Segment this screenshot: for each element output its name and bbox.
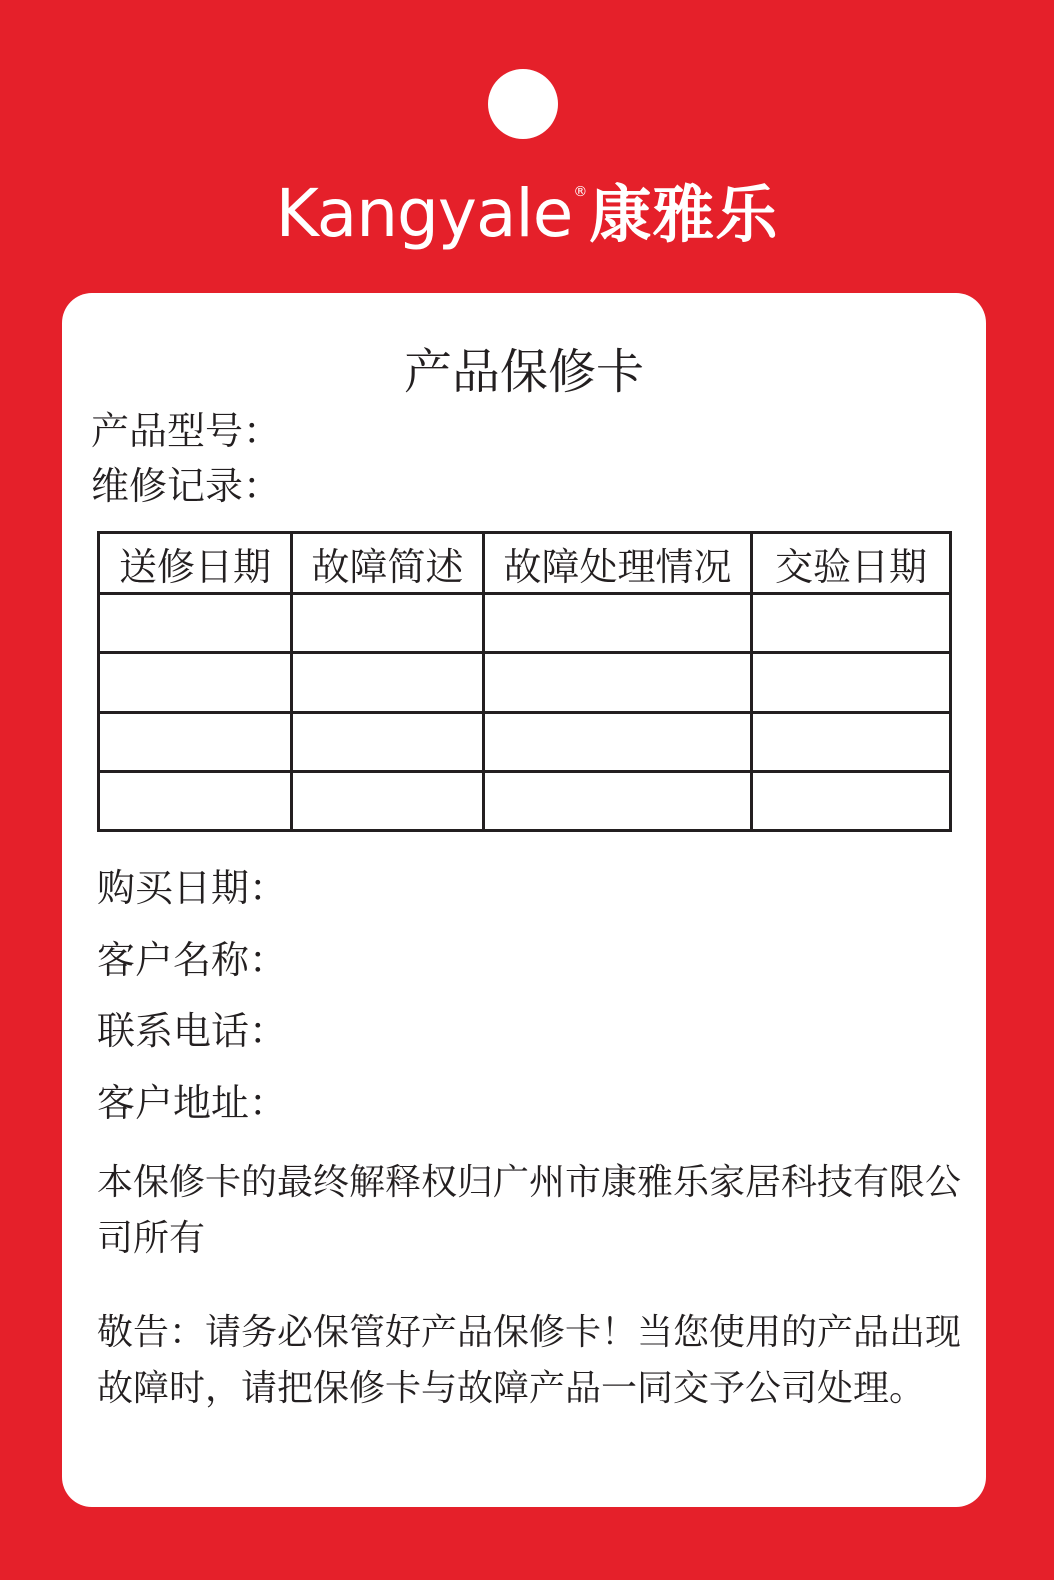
table-cell [484, 594, 752, 653]
warranty-card [62, 293, 986, 1507]
table-cell [99, 594, 292, 653]
disclaimer-text: 本保修卡的最终解释权归广州市康雅乐家居科技有限公司所有 [97, 1162, 962, 1259]
hang-hole [488, 69, 558, 139]
table-cell [292, 594, 484, 653]
table-header-row [99, 533, 951, 594]
table-cell [752, 594, 951, 653]
purchase-date-label: 购买日期： [97, 866, 288, 910]
logo-latin-text: Kangyale [275, 175, 573, 252]
table-cell [752, 771, 951, 830]
customer-name-label: 客户名称： [97, 938, 288, 982]
table-cell [484, 653, 752, 712]
header-inspection-date: 交验日期 [752, 533, 951, 594]
table-cell [484, 771, 752, 830]
table-cell [752, 712, 951, 771]
table-cell [292, 653, 484, 712]
logo-chinese-text: 康雅乐 [589, 178, 779, 251]
address-label: 客户地址： [97, 1081, 288, 1125]
table-cell [99, 712, 292, 771]
card-title: 产品保修卡 [403, 344, 644, 400]
registered-mark: ® [573, 184, 588, 200]
header-send-date: 送修日期 [99, 533, 292, 594]
product-model-label: 产品型号： [91, 409, 282, 453]
notice-text: 敬告：请务必保管好产品保修卡！当您使用的产品出现故障时，请把保修卡与故障产品一同交予公司处理。 [97, 1312, 962, 1409]
header-fault-handling: 故障处理情况 [484, 533, 752, 594]
repair-record-label: 维修记录： [91, 464, 282, 508]
table-cell [484, 712, 752, 771]
table-row [99, 594, 951, 653]
table-row [99, 712, 951, 771]
header-fault-summary: 故障简述 [292, 533, 484, 594]
brand-logo [0, 165, 1054, 252]
table-cell [99, 771, 292, 830]
table-cell [752, 653, 951, 712]
table-cell [292, 712, 484, 771]
repair-record-table [97, 531, 952, 832]
phone-label: 联系电话： [97, 1009, 288, 1053]
table-row [99, 771, 951, 830]
table-row [99, 653, 951, 712]
table-cell [292, 771, 484, 830]
table-cell [99, 653, 292, 712]
